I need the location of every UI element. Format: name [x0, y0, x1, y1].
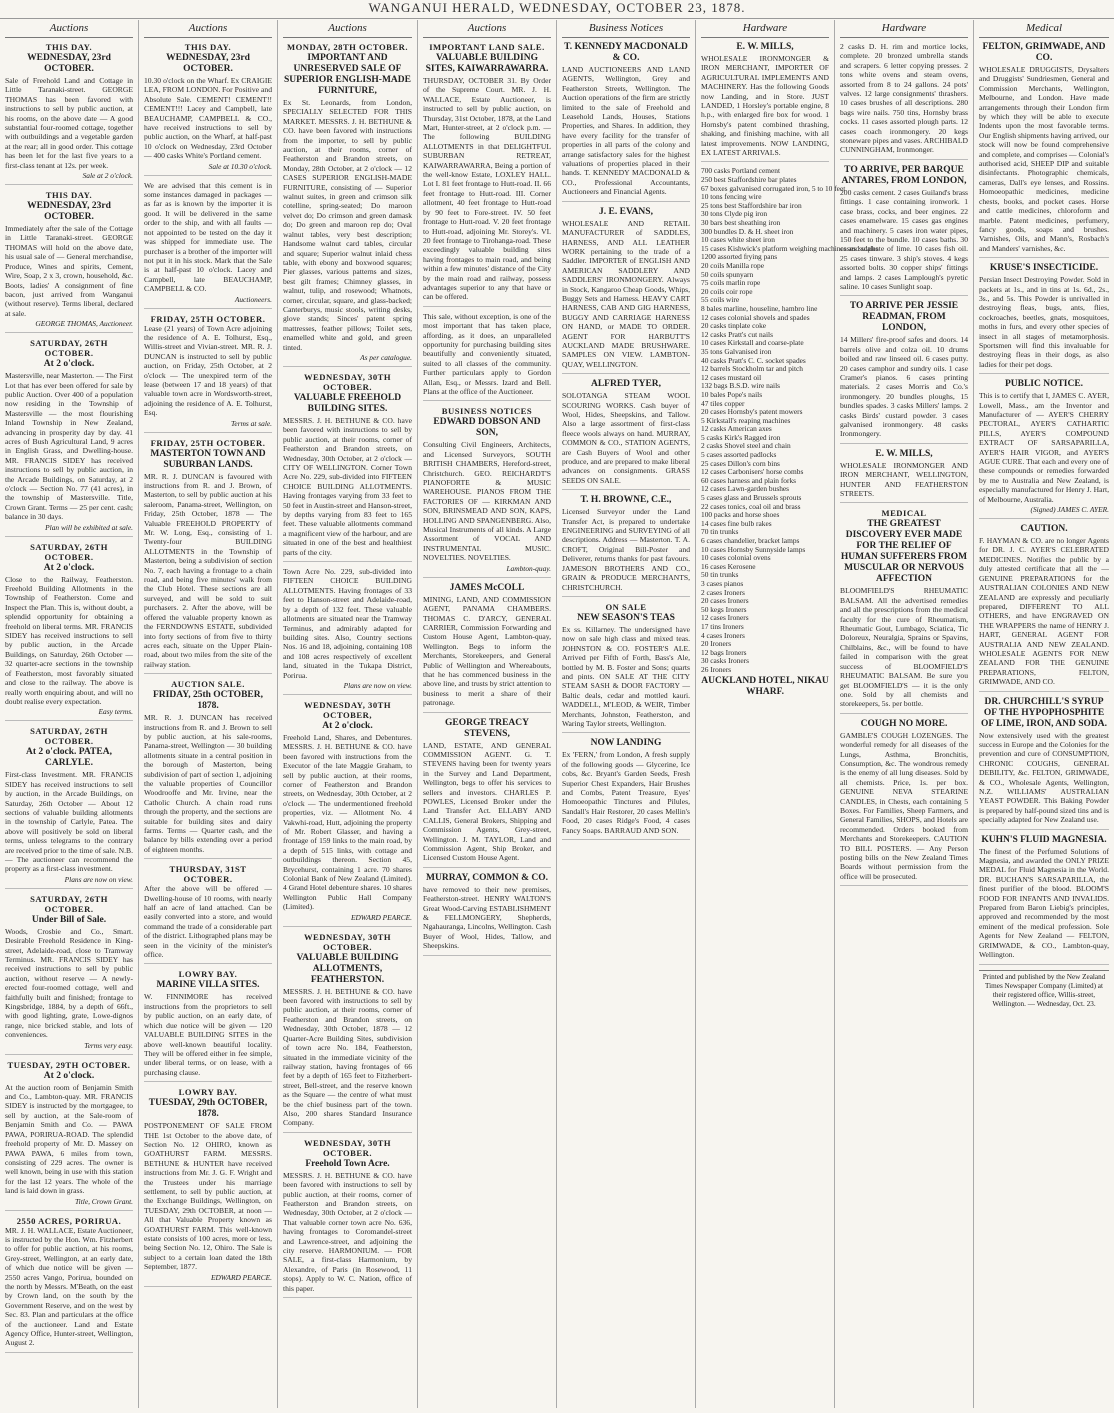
- list-item: 700 casks Portland cement: [701, 166, 781, 176]
- list-item: 30 tons Clyde pig iron: [701, 209, 768, 219]
- advertisement: [144, 679, 272, 859]
- list-item: 20 cases Ironers: [701, 596, 749, 606]
- list-item: 17 tins Ironers: [701, 621, 744, 631]
- list-item: 30 casks Ironers: [701, 656, 750, 666]
- ad-signature: Plans are now on view.: [343, 680, 412, 690]
- advertisement: [840, 42, 968, 160]
- ad-signature: EDWARD PEARCE.: [350, 912, 412, 922]
- ad-title: GEORGE TREACY STEVENS,: [444, 717, 530, 739]
- ad-signature: Auctioneers.: [234, 294, 272, 304]
- ad-title: THE GREATEST DISCOVERY EVER MADE FOR THE RELIEF OF HUMAN SUFFERERS FROM MUSCULAR OR NERVOUS AFFECTION: [840, 519, 968, 585]
- ad-body: THURSDAY, OCTOBER 31. By Order of the Supreme Court. MR. J. H. WALLACE, Estate Auctioneer, is instructed to sell by public auction, on Thursday, 31st October, 1878, at the Land Mart, Hunter-street, at 2 o'clock p.m. — The following BUILDING ALLOTMENTS in that DELIGHTFUL SUBURBAN RETREAT, KAIWARRAWARRA, Being a portion of the well-know Estate, LOXLEY HALL. Lot I. 81 feet frontage to Hutt-road. II. 66 feet frontage to Hutt-road. III. Corner allotment, 40 feet frontage to Hutt-road by 90 feet to Fore-street. IV. 50 feet frontage to Hutt-road. V. 20 feet frontage to Hutt-road, adjoining Mr. Storey's. VI. 20 feet frontage to Tirohanga-road. These exceedingly valuable building sites having frontages to main road, and being within a few minutes' distance of the City by the main road and railway, possess advantages superior to any that have or can be offered.: [423, 76, 551, 302]
- ad-heading: 2550 ACRES, PORIRUA.: [16, 1215, 122, 1226]
- ad-heading: LOWRY BAY.: [178, 969, 238, 980]
- column-heading: Hardware: [701, 20, 829, 38]
- advertisement: [283, 567, 412, 695]
- ad-signature: Title, Crown Grant.: [74, 1196, 133, 1206]
- column-8: [974, 20, 1114, 1408]
- list-item: 50 kegs Ironers: [701, 604, 747, 614]
- ad-body: Mastersville, near Masterton. — The First Lot that has ever been offered for sale by public Auction. Over 400 of a population now residing in the Township of Mastersville — the most flourishing Inland Township in New Zealand, advancing in prosperity day by day. 41 acres of Bush Agricultural Land, 9 acres in English Grass, and Dwelling-house. MR. FRANCIS SIDEY has received instructions to sell by public auction, in the Arcade Buildings, on Saturday, at 2 o'clock — Section No. 77 (41 acres), in the township of Mastersville. Title, Crown Grant. Terms — 25 per cent. cash; balance in 30 days.: [5, 371, 133, 522]
- advertisement: [144, 864, 272, 964]
- column-1: [0, 20, 139, 1408]
- masthead: WANGANUI HERALD, WEDNESDAY, OCTOBER 23, 1878.: [0, 0, 1114, 19]
- ad-body: Now extensively used with the greatest success in Europe and the Colonies for the prevention and cure of CONSUMPTION, CHRONIC COUGHS, GENERAL DEBILITY, &c. FELTON, GRIMWADE, & CO., Wholesale Agents, Wellington, N.Z. WILLIAMS' AUSTRALIAN YEAST POWDER. This Baking Powder is prepared by half-pound sized tins and is specially adapted for New Zealand use.: [979, 730, 1109, 825]
- ad-title: VALUABLE BUILDING ALLOTMENTS, FEATHERSTON.: [296, 952, 399, 985]
- advertisement: [840, 165, 968, 296]
- ad-body: WHOLESALE IRONMONGER & IRON MERCHANT, IMPORTER OF AGRICULTURAL IMPLEMENTS AND MACHINERY. Has the following Goods now Landing, and in Store. JUST LANDED, 1 Horsley's portable engine, 8 h.p., with enlarged fire box for wood. 1 Hornsby's patent combined thrashing, shaking, and finishing machine, with all latest improvements. NOW LANDING, EX LATEST ARRIVALS.: [701, 54, 829, 158]
- ad-heading: TUESDAY, 29TH OCTOBER.: [7, 1059, 131, 1070]
- list-item: 50 coils spunyarn: [701, 269, 754, 279]
- ad-body: We are advised that this cement is in some instances damaged in packages — as far as is known by the importer it is good. It will be delivered in the same order to the ship, and with all faults — not appointed to be tested on the day it was shipped for immediate use. The purchaser is a brother of the importer will not put it in his stock. Mark that the Sale is at half-past 10 o'clock. Lacey and Campbell, late BEAUCHAMP, CAMPBELL & CO.: [144, 180, 272, 294]
- ad-body: Ex ss. Killarney. The undersigned have now on sale high class and mixed teas. JOHNSTON & CO. FOSTER'S ALE. Arrived per Fifth of Forth, Bass's Ale, bottled by M. B. Foster and Sons; quarts and pints. ON SALE AT THE CITY STEAM SASH & DOOR FACTORY — Baltic deals, cedar and mottled kauri. WADDELL, M'LEOD, & WEIR, Timber Merchants, Johnston, Featherston, and Waring Taylor streets, Wellington.: [562, 624, 690, 728]
- list-item: 10 cases white sheet iron: [701, 235, 775, 245]
- ad-heading: IMPORTANT LAND SALE.: [429, 42, 545, 52]
- ad-body: Close to the Railway, Featherston. Freehold Building Allotments in the Township of Featherston. Come and Inspect the Plan. This is, without doubt, a splendid opportunity for obtaining a freehold on liberal terms. MR. FRANCIS SIDEY has received instructions to sell by public auction, in the Arcade Buildings, on Saturday, 26th October — 32 quarter-acre sections in the township of Featherston, most favorably situated and close to the railway. The above is really worth enquiring about, and will no doubt realise every expectation.: [5, 574, 133, 706]
- advertisement: [423, 718, 551, 868]
- ad-title: Under Bill of Sale.: [31, 914, 107, 925]
- ad-body: have removed to their new premises, Featherston-street. HENRY WALTON'S Great Wood-Carving ESTABLISHMENT & FELLMONGERY, Shepherds, Ngahauranga, Lincolns, Wellington. Cash Buyer of Wool, Hides, Tallow, and Sheepskins.: [423, 884, 551, 951]
- advertisement: [5, 542, 133, 722]
- ad-body: WHOLESALE DRUGGISTS, Drysalters and Druggists' Sundriesmen, General and Commission Merchants, Wellington, Melbourne, and London. Have made arrangements through their London firm by which they will be able to execute Indents upon the most favorable terms. Our English shipments having arrived, our stock will now be found comprehensive and complete, and comprises — Colonial's authorised acid, SHEEP DIP and suitable disinfectants. Photographic chemicals, cameras, Dall's eye lenses, and Rossins. Homoeopathic medicines, medicine chests, books, and pocket cases. Horse and cattle medicines, chloroform and marble. Patent medicines, perfumery, fancy goods, soaps and brushes. Varnishes, Oils, and Mann's, Rosbach's and Manders' varnishes, &c.: [979, 65, 1110, 253]
- ad-title: T. H. BROWNE, C.E.,: [580, 495, 672, 506]
- ad-heading: WEDNESDAY, 30TH OCTOBER.: [303, 1137, 392, 1158]
- ad-body: Town Acre No. 229, sub-divided into FIFTEEN CHOICE BUILDING ALLOTMENTS. Having frontages of 33 feet to Hanson-street and Adelaide-road, by a depth of 132 feet. These valuable allotments are situated near the Tramway Terminus, and admirably adapted for building sites. Also, Country sections Nos. 16 and 18, adjoining, containing 108 and 108 acres respectively of excellent land, situated in the Tukapa District, Porirua.: [283, 567, 412, 680]
- ad-body: Consulting Civil Engineers, Architects, and Licensed Surveyors, SOUTH BRITISH CHAMBERS, Hereford-street, Christchurch. GEO. REICHARDT'S PIANOFORTE & MUSIC WAREHOUSE. PIANOS FROM THE FACTORIES OF — KIRKMAN AND SON, BRINSMEAD AND SON, KAPS, HOLLING AND SPANGENBERG. Also, Musical Instruments of all kinds. A Large Assortment of VOCAL AND INSTRUMENTAL MUSIC. NOVELTIES. NOVELTIES.: [423, 440, 551, 563]
- advertisement: [840, 301, 968, 443]
- ad-body: BLOOMFIELD'S RHEUMATIC BALSAM. All the advertised remedies and all the prescriptions from the medical faculty for the cure of Rheumatism, Rheumatic Gout, Lumbago, Sciatica, Tic Doloreux, Neuralgia, Sprains or Spavins, Chilblains, &c., will be found to have failed in comparison with the great success of BLOOMFIELD'S RHEUMATIC BALSAM. Be sure you get BLOOMFIELD'S — it is the only one. Sold by all chemists and storekeepers, 5s. per bottle.: [840, 586, 968, 709]
- column-heading: Auctions: [423, 20, 551, 38]
- list-item: 22 cases tonics, coal oil and brass: [701, 501, 801, 511]
- advertisement: [5, 1060, 133, 1211]
- column-heading: Medical: [979, 20, 1109, 38]
- column-4: [418, 20, 557, 1408]
- ad-heading: SATURDAY, 26TH OCTOBER.: [30, 726, 108, 747]
- ad-signature: Terms very easy.: [84, 1040, 133, 1050]
- ad-body: MESSRS. J. H. BETHUNE & CO. have been favored with instructions to sell by public auction, at their rooms, corner of Featherston and Brandon streets, on Wednesday, 30th October, at 2 o'clock — That valuable corner town acre No. 636, having frontages to Coromandel-street and Lawrence-street, and adjoining the city reserve. HARMONIUM. — FOR SALE, a first-class Harmonium, by Alexandre, of Paris (in Rosewood, 11 stops). Apply to W. C. Nation, office of this paper.: [283, 1170, 412, 1293]
- ad-body: Lease (21 years) of Town Acre adjoining the residence of A. E. Tolhurst, Esq., Willis-street and Vivian-street. MR. R. J. DUNCAN is instructed to sell by public auction, on Friday, 25th October, at 2 o'clock — The unexpired term of the lease (between 17 and 18 years) of that valuable town acre in Wordsworth-street, adjoining the residence of A. E. Tolhurst, Esq.: [144, 323, 272, 418]
- ad-heading: THIS DAY.: [184, 42, 232, 52]
- ad-heading: AUCTION SALE.: [171, 679, 245, 690]
- list-item: 20 coils coir rope: [701, 286, 753, 296]
- ad-title: EDWARD DOBSON AND SON,: [433, 417, 541, 439]
- list-item: 5 cases assorted padlocks: [701, 450, 777, 460]
- list-item: 10 cases Hornsby Sunnyside lamps: [701, 544, 806, 554]
- list-item: 47 tiles copper: [701, 398, 745, 408]
- list-item: 25 tons best Staffordshire bar iron: [701, 200, 802, 210]
- column-2: [139, 20, 278, 1408]
- advertisement: [423, 873, 551, 956]
- ad-title: WEDNESDAY, 23rd OCTOBER.: [166, 53, 250, 74]
- column-5: [557, 20, 696, 1408]
- ad-body: W. FINNIMORE has received instructions from the proprietors to sell by public auction, on an early date, of which due notice will be given — 120 VALUABLE BUILDING SITES in the above well-known beautiful locality. They will be offered either in fee simple, under liberal terms, or on lease, with a purchasing clause.: [144, 992, 272, 1077]
- ad-title: KRUSE'S INSECTICIDE.: [989, 263, 1099, 274]
- list-item: 75 coils marlin rope: [701, 278, 761, 288]
- ad-heading: MONDAY, 28TH OCTOBER.: [287, 42, 408, 52]
- ad-title: MURRAY, COMMON & CO.: [426, 872, 548, 883]
- list-item: 20 Ironers: [701, 639, 732, 649]
- ad-heading: THIS DAY.: [45, 190, 93, 201]
- ad-body: LAND, ESTATE, AND GENERAL COMMISSION AGENT. G. T. STEVENS having been for twenty years in the Survey and Land Department, Wellington, begs to offer his services to sellers and investors. CHARLES P. POWLES, Licensed Broker under the Land Transfer Act. ELLABY AND CALLIS, General Brokers, Shipping and Commission Agents, Grey-street, Wellington. J. M. TAYLOR, Land and Commission Agent, Ship Broker, and Licensed Custom House Agent.: [423, 740, 551, 863]
- ad-title: JAMES McCOLL: [449, 582, 525, 593]
- ad-body: GAMBLE'S COUGH LOZENGES. The wonderful remedy for all diseases of the Lungs, Asthma, Bronchitis, Consumption, &c. The wondrous remedy is the enemy of all lung diseases. Sold by all chemists. Price, 1s. per box. GENUINE NEVA STEARINE CANDLES, in Chests, each containing 5 Boxes. For Families, Sheep Farmers, and General Families, SHOPS, and Hotels are recommended. Orders booked from Merchants and Storekeepers. CAUTION TO BILL POSTERS. — Any Person posting bills on the New Zealand Times Boards without permission from the office will be prosecuted.: [840, 730, 968, 881]
- advertisement: [979, 379, 1109, 519]
- list-item: 10 cases Kirkstall and coarse-plate: [701, 338, 804, 348]
- advertisement: [979, 42, 1109, 258]
- ad-title: VALUABLE BUILDING SITES, KAIWARRAWARRA.: [425, 53, 549, 74]
- list-item: 10 bales Pope's nails: [701, 389, 763, 399]
- list-item: 15 cases Kishwick's platform weighing machines and scales: [701, 243, 879, 253]
- ad-heading: THIS DAY.: [45, 42, 93, 52]
- ad-title: At 2 o'clock. PATEA, CARLYLE.: [26, 747, 112, 769]
- ad-title: DR. CHURCHILL'S SYRUP OF THE HYPOPHOSPHITE OF LIME, IRON, AND SODA.: [980, 696, 1108, 729]
- list-item: 40 casks Pratt's C. C. socket spades: [701, 355, 806, 365]
- ad-signature: EDWARD PEARCE.: [210, 1272, 272, 1282]
- advertisement: [144, 314, 272, 433]
- advertisement: [423, 312, 551, 402]
- ad-body: F. HAYMAN & CO. are no longer Agents for DR. J. C. AYER'S CELEBRATED MEDICINES. Notifies the public by a duly attested certificate that all the — GENUINE PREPARATIONS for the AUSTRALIAN COLONIES AND NEW ZEALAND are expressly and peculiarly prepared, DIFFERENT TO ALL OTHERS, and have ENGRAVED ON THE WRAPPERS the name of HENRY J. HART, GENERAL AGENT FOR AUSTRALIA AND NEW ZEALAND. WHOLESALE AGENTS FOR NEW ZEALAND FOR THE GENUINE PREPARATIONS, FELTON, GRIMWADE, AND CO.: [979, 536, 1109, 687]
- ad-body: First-class Investment. MR. FRANCIS SIDEY has received instructions to sell by auction, in the Arcade Buildings, on Saturday, 26th October — About 12 sections of valuable building allotments in the township of Carlyle, Patea. The above will positively be sold on liberal terms, unless telegrams to the contrary are received prior to the time of sale. N.B. — The auctioneer can recommend the property as a first-class investment.: [5, 770, 133, 874]
- list-item: 2 casks Shovel steel and chain: [701, 441, 791, 451]
- ad-signature: Plans are now on view.: [64, 874, 133, 884]
- list-item: 10 cases colonial ovens: [701, 553, 771, 563]
- list-item: 16 cases Kerosene: [701, 561, 756, 571]
- list-item: 12 cases colonial shovels and spades: [701, 312, 810, 322]
- ad-heading: FRIDAY, 25TH OCTOBER.: [150, 313, 266, 324]
- advertisement: [562, 738, 690, 840]
- ad-body: MESSRS. J. H. BETHUNE & CO. have been favored with instructions to sell by public auction, at their rooms, corner of Featherston and Brandon streets, on Wednesday, 30th October, at 2 o'clock — CITY OF WELLINGTON. Corner Town Acre No. 229, sub-divided into FIFTEEN CHOICE BUILDING ALLOTMENTS. Having frontages varying from 33 feet to 50 feet in Austin-street and Hanson-street, by depths varying from 83 feet to 165 feet. These valuable allotments command a magnificent view of the harbour, and are situated in one of the best and healthiest parts of the city.: [283, 415, 412, 557]
- ad-heading: WEDNESDAY, 30TH OCTOBER,: [303, 699, 392, 720]
- advertisement: [840, 719, 968, 887]
- list-item: 132 bags B.S.D. wire nails: [701, 381, 781, 391]
- list-item: 60 cases harness and plain forks: [701, 475, 797, 485]
- advertisement: [5, 1216, 133, 1353]
- advertisement: [283, 1138, 412, 1298]
- ad-title: At 2 o'clock.: [322, 720, 373, 731]
- ad-signature: As per catalogue.: [360, 352, 412, 362]
- printer-imprint: Printed and published by the New Zealand Times Newspaper Company (Limited) at their registered office, Willis-street, Wellington. — Wednesday, Oct. 23.: [979, 970, 1109, 1009]
- ad-heading: WEDNESDAY, 30TH OCTOBER.: [303, 931, 392, 952]
- ad-heading: MEDICAL: [881, 508, 927, 519]
- list-item: 14 cases fine bulb rakes: [701, 518, 772, 528]
- ad-body: This is to certify that I, JAMES C. AYER, Lowell, Mass., am the Inventor and Manufacturer of — AYER'S CHERRY PECTORAL, AYER'S CATHARTIC PILLS, AYER'S COMPOUND EXTRACT OF SARSAPARILLA, AYER'S HAIR VIGOR, and AYER'S AGUE CURE. That each and every one of these compounds or remedies forwarded by me to Australia and New Zealand, is especially manufactured for Henry J. Hart, of Melbourne, Australia.: [979, 391, 1109, 504]
- ad-body: SOLOTANGA STEAM WOOL SCOURING WORKS. Cash buyer of Wool, Hides, Sheepskins, and Tallow. Also a large assortment of first-class fleece wools always on hand. MURRAY, COMMON & CO., STATION AGENTS, are Cash Buyers of Wool and other produce, and are prepared to make liberal advances on consignments. GRASS SEEDS ON SALE.: [562, 391, 690, 485]
- ad-title: IMPORTANT AND UNRESERVED SALE OF SUPERIOR ENGLISH-MADE FURNITURE,: [284, 53, 411, 96]
- ad-body: MINING, LAND, AND COMMISSION AGENT, PANAMA CHAMBERS. THOMAS C. D'ARCY, GENERAL CARRIER, Commission Forwarding and Custom House Agent, Lambton-quay, Wellington. Begs to inform the Merchants, Storekeepers, and General Public of Wellington and Whereabouts, that he has commenced business in the above line, and trusts by strict attention to business to merit a share of their patronage.: [423, 594, 551, 708]
- advertisement: [423, 583, 551, 713]
- advertisement: [283, 372, 412, 562]
- list-item: 5 cases glass and Brussels sprouts: [701, 493, 802, 503]
- list-item: 20 cases Hornsby's patent mowers: [701, 407, 803, 417]
- column-heading: Auctions: [5, 20, 133, 38]
- ad-body: Sale of Freehold Land and Cottage in Little Taranaki-street. GEORGE THOMAS has been favored with instructions to sell by public auction, at his rooms, on the above date — A good substantial four-roomed cottage, together with outbuildings and a vegetable garden at the rear; all in good order. This cottage has been let for the last five years to a first-class tenant at 12s. per week.: [5, 76, 133, 170]
- ad-body: 14 Millers' fire-proof safes and doors. 14 barrels olive and colza oil. 10 drums boiled and raw linseed oil. 6 cases putty. 20 cases camphor and sundry oils. 1 case Cramer's pianos. 6 cases printing materials. 2 cases Morris and Co.'s ironmongery. 20 bundles ploughs, 15 bundles spades. 3 casks Millers' lamps. 2 casks Birds' custard powder. 3 cases galvanised ironmongery. 48 casks Ironmongery.: [840, 335, 968, 439]
- ad-title: WEDNESDAY, 23rd OCTOBER.: [27, 53, 111, 74]
- ad-title: WEDNESDAY, 23rd OCTOBER.: [27, 201, 111, 223]
- ad-title: FELTON, GRIMWADE, AND CO.: [982, 42, 1106, 63]
- column-heading: Auctions: [144, 20, 272, 38]
- ad-title: NOW LANDING: [590, 738, 662, 749]
- column-6: [696, 20, 879, 1408]
- column-3: [278, 20, 418, 1408]
- list-item: 12 barrels Stockholm tar and pitch: [701, 364, 804, 374]
- advertisement: [144, 42, 272, 176]
- list-item: 35 tons Galvanised iron: [701, 346, 772, 356]
- advertisement: [144, 1087, 272, 1287]
- ad-heading: BUSINESS NOTICES: [441, 406, 533, 417]
- list-item: 250 best Staffordshire bar plates: [701, 175, 797, 185]
- advertisement: [5, 190, 133, 333]
- advertisement: [840, 449, 968, 504]
- advertisement: [562, 207, 690, 375]
- ad-body: Immediately after the sale of the Cottage in Little Taranaki-street. GEORGE THOMAS will hold on the above date, his usual sale of — General merchandise, Produce, Wines and spirits, Cement, Wire, Soap, 2 x 3, crown, household, &c. Boots, ladies' A consignment of fine bacon, just arrived from Wanganui (without reserve). Terms liberal, declared at sale.: [5, 224, 133, 318]
- ad-body: 10.30 o'clock on the Wharf. Ex CRAIGIE LEA, FROM LONDON. For Positive and Absolute Sale. CEMENT! CEMENT!! CEMENT!!! Lacey and Campbell, late BEAUCHAMP, CAMPBELL & CO., have received instructions to sell by public auction, on the Wharf, at half-past 10 o'clock on Wednesday, 23rd October — 400 casks White's Portland cement.: [144, 76, 272, 161]
- ad-body: POSTPONEMENT OF SALE FROM THE 1st October to the above date, of Section No. 12 OHIRO, known as GOATHURST FARM. MESSRS. BETHUNE & HUNTER have received instructions from Mr. J. G. F. Wright and the Trustees under his marriage settlement, to sell by public auction, at the Exchange Buildings, Wellington, on TUESDAY, 29th OCTOBER, at noon — All that Valuable Property known as GOATHURST FARM. This well-known estate consists of 100 acres, more or less, being Section No. 12, Ohiro. The Sale is subject to a certain loan dated the 18th September, 1877.: [144, 1121, 272, 1272]
- ad-heading: SATURDAY, 26TH OCTOBER.: [30, 541, 108, 562]
- ad-signature: GEORGE THOMAS, Auctioneer.: [35, 319, 133, 329]
- list-item: 12 cases Carbonisers' horse combs: [701, 467, 804, 477]
- ad-body: Licensed Surveyor under the Land Transfer Act, is prepared to undertake ENGINEERING and SURVEYING of all descriptions. Address — Masterton. T. A. CROFT, Original Bill-Poster and Deliverer, returns thanks for past favours. JAMESON BROTHERS AND CO., GRAIN & PRODUCE MERCHANTS, CHRISTCHURCH.: [562, 507, 690, 592]
- ad-title: Freehold Town Acre.: [305, 1158, 390, 1169]
- ad-title: MARINE VILLA SITES.: [156, 980, 260, 991]
- list-item: 12 cases mustard oil: [701, 372, 762, 382]
- advertisement: [283, 700, 412, 927]
- ad-title: E. W. MILLS,: [736, 42, 794, 52]
- ad-body: After the above will be offered — Dwelling-house of 10 rooms, with nearly half an acre of land attached. Can be easily converted into a store, and would command the trade of a considerable part of the district. Lithographed plans may be seen in the vicinity of the minister's office.: [144, 884, 272, 960]
- ad-body: 2 casks D. H. rim and mortice locks, complete. 20 bronzed umbrella stands and scrapers. 6 letter copying presses. 2 tons white ovens and steam ovens, assorted from 8 to 24 gallons. 24 pots' valves. 12 large consignments' thrashers. 10 cases brushes of all descriptions. 280 bags wire nails. 750 tins, Hornsby brass cocks. 11 cases assorted plough parts. 12 cases coach ironmongery. 20 kegs stoneware pipes and vases. ARCHIBALD CUNNINGHAM, Ironmonger.: [840, 42, 968, 155]
- list-item: 6 cases chandelier, bracket lamps: [701, 536, 800, 545]
- ad-title: J. E. EVANS,: [599, 206, 653, 217]
- ad-body: Freehold Land, Shares, and Debentures. MESSRS. J. H. BETHUNE & CO. have been favored with instructions from the Executor of the late Maggie Graham, to sell by public auction, at their rooms, corner of Featherston and Brandon streets, on Wednesday, 30th October, at 2 o'clock — The undermentioned freehold properties, viz. — Allotment No. 4 Vakwhi-road, Hutt, adjoining the property of Mr. Robert Glasser, and having a frontage of 159 links to the main road, by a depth of 515 links, with cottage and outbuildings thereon. Section 45, Brycehurst, containing 1 acre. 70 shares Colonial Bank of New Zealand (Limited). 4 Grand Hotel debenture shares. 10 shares Wellington Public Hall Company (Limited).: [283, 732, 412, 912]
- ad-title: COUGH NO MORE.: [860, 718, 948, 729]
- advertisement: [5, 338, 133, 537]
- list-item: 12 casks American axes: [701, 424, 772, 434]
- list-item: 50 tin trunks: [701, 570, 739, 580]
- advertisement: [562, 42, 690, 202]
- advertisement: [979, 263, 1109, 374]
- advertisement: [562, 602, 690, 733]
- list-item: 30 bars best sheathing iron: [701, 218, 781, 228]
- list-item: 300 bundles D. & H. sheet iron: [701, 226, 794, 236]
- advertisement: [144, 181, 272, 309]
- ad-title: TO ARRIVE, PER BARQUE ANTARES, FROM LONDON,: [841, 164, 967, 186]
- ad-title: CAUTION.: [1020, 524, 1068, 535]
- list-item: 12 cases Lawn-garden bushes: [701, 484, 790, 494]
- ad-title: ALFRED TYER,: [590, 379, 662, 390]
- ad-title: At 2 o'clock.: [43, 359, 95, 370]
- column-heading: Hardware: [840, 20, 968, 38]
- ad-body: The finest of the Perfumed Solutions of Magnesia, and awarded the ONLY PRIZE MEDAL for Fluid Magnesia in the World. DR. BUCHAN'S SARSAPARILLA, the finest purifier of the blood. BLOOM'S FOOD FOR INFANTS AND INVALIDS. Prepared from Baron Liebig's principles, approved and recommended by the most eminent of the medical profession. Sole Agents for New Zealand — FELTON, GRIMWADE, & CO., Lambton-quay, Wellington.: [979, 846, 1109, 960]
- goods-list: [701, 166, 879, 674]
- advertisement: [144, 969, 272, 1082]
- ad-signature: (Signed) JAMES C. AYER.: [1030, 505, 1109, 515]
- list-item: 10 tons fencing wire: [701, 192, 762, 202]
- ad-title: At 2 o'clock.: [43, 562, 95, 573]
- list-item: 55 coils wire: [701, 295, 740, 305]
- list-item: 4 cases Ironers: [701, 630, 745, 640]
- advertisement: [423, 42, 551, 307]
- ad-body: Persian Insect Destroying Powder. Sold in packets at 1s., and in tins at 1s. 6d., 2s., 3s., and 5s. This Powder is unrivalled in destroying fleas, bugs, ants, flies, cockroaches, beetles, gnats, mosquitoes, moths in furs, and every other species of insect in all stages of metamorphosis. Sportsmen will find this invaluable for destroying fleas in their dogs, as also ladies for their pet dogs.: [979, 275, 1109, 369]
- list-item: 5 Kirkstall's reaping machines: [701, 415, 791, 425]
- advertisement: [979, 697, 1109, 830]
- list-item: 20 coils Manilla rope: [701, 261, 765, 270]
- ad-heading: ON SALE: [605, 601, 647, 612]
- advertisement: [5, 894, 133, 1055]
- advertisement: [701, 42, 829, 162]
- ad-body: Woods, Crosbie and Co., Smart. Desirable Freehold Residence in King-street, Adelaide-road, close to Tramway Terminus. MR. FRANCIS SIDEY has received instructions to sell by public auction, without reserve — A newly-erected four-roomed cottage, well and faithfully built and finished; frontage to Kingsbridge, 1884, by a depth of 66ft., with good lighting, grate, Lowe-dignos range, nice bricked stable, and lots of conveniences.: [5, 926, 133, 1040]
- ad-signature: Plan will be exhibited at sale.: [45, 522, 133, 532]
- advertisement: [562, 379, 690, 490]
- ad-body: Ex 'FERN,' from London, A fresh supply of the following goods — Glycerine, Ice cobs, &c. Bryant's Garden Seeds, Fresh Superior Chest Expanders, Hair Brushes and Combs, Patent Treasure, Eyes' Homoeopathic Tinctures and Pilules, Sandall's Hair Restorer, 20 cases Mellin's Food, 20 cases Ridge's Food, 4 cases Fancy Soaps. BARRAUD AND SON.: [562, 750, 690, 835]
- advertisement: [283, 932, 412, 1133]
- advertisement: [5, 42, 133, 185]
- advertisement: [423, 406, 551, 577]
- ad-signature: Terms at sale.: [231, 418, 272, 428]
- ad-body: MESSRS. J. H. BETHUNE & CO. have been favored with instructions to sell by public auction, at their rooms, corner of Featherston and Brandon streets, on Wednesday, 30th October, 1878 — 12 Quarter-Acre Building Sites, subdivision of town acre No. 184, Featherston, situated in the immediate vicinity of the railway station, having frontages of 66 feet by a depth of 165 feet to Fitzherbert-street, Bell-street, and the reserve known as the Square — the centre of what must be the chief business part of the town. Also, 200 shares Standard Insurance Company.: [283, 986, 412, 1128]
- list-item: 2 cases Ironers: [701, 587, 745, 597]
- ad-body: LAND AUCTIONEERS AND LAND AGENTS, Wellington, Grey and Featherston Streets, Wellington. The Auction operations of the firm are strictly limited to the sale of Freehold and Leasehold Lands, Houses, Stations Properties, and Shares. In addition, they have every facility for the transfer of properties in all parts of the colony and arrange satisfactory sales for the highest valuations of properties placed in their hands. T. KENNEDY MACDONALD & CO., Professional Accountants, Auctioneers and Financial Agents.: [562, 65, 690, 197]
- ad-title: FRIDAY, 25th OCTOBER, 1878.: [153, 690, 263, 712]
- ad-heading: SATURDAY, 26TH OCTOBER.: [30, 893, 108, 914]
- advertisement: [562, 495, 690, 597]
- ad-title: TO ARRIVE PER JESSIE READMAN, FROM LONDON,: [849, 301, 959, 334]
- ad-body: MR. J. H. WALLACE, Estate Auctioneer, is instructed by the Hon. Wm. Fitzherbert to offer for public auction, at his rooms, Grey-street, Wellington, at an early date, of which due notice will be given — 2550 acres Vango, Porirua, bounded on the north by Messrs. M'Beath, on the east by Crown land, on the south by the Government Reserve, and on the west by Sec. 83. Plan and particulars at the office of the auctioneer. Land and Estate Agency Office, Hunter-street, Wellington, August 2.: [5, 1225, 133, 1348]
- ad-body: MR. R. J. DUNCAN has received instructions from R. and J. Brown to sell by public auction, at his sale-rooms, Panama-street, Wellington — 30 building allotments situate in a central position in the borough of Masterton, being subdivision of part of section 1, adjoining the valuable properties of Councillor Woodrooffe and Mr. Irvine, near the Catholic Church. A chain road runs through the property, and the sections are suitable for building sites and dairy farms. Terms — Quarter cash, and the balance by bills extending over a period of eighteen months.: [144, 713, 272, 854]
- ad-body: WHOLESALE AND RETAIL MANUFACTURER of SADDLES, HARNESS, AND ALL LEATHER WORK pertaining to the trade of a Saddler. IMPORTER of ENGLISH AND AMERICAN SADDLERY AND SADDLERS' IRONMONGERY. Always in Stock, Kangaroo Cheap Goods, Whips, Buggy Sets and Harness. HEAVY CART HARNESS, CAB AND GIG HARNESS, BUGGY AND CARRIAGE HARNESS ON HAND, or MADE TO ORDER. AGENT FOR HARBUTT'S AUCKLAND MADE BRUSHWARE. SAMPLES ON VIEW. LAMBTON-QUAY, WELLINGTON.: [562, 218, 690, 369]
- list-item: 5 casks Kirk's Ragged iron: [701, 432, 781, 442]
- list-item: 25 cases Dillon's corn bins: [701, 458, 780, 468]
- ad-heading: FRIDAY, 25TH OCTOBER.: [150, 437, 266, 448]
- ad-body: This sale, without exception, is one of the most important that has taken place, affording, as it does, an unparalleled opportunity for purchasing building sites beautifully and conveniently situated, suited to all classes of the community. Further particulars apply to Gordon Allan, Esq., or Messrs. Izard and Bell. Plans at the office of the Auctioneer.: [423, 311, 551, 396]
- ad-title: NEW SEASON'S TEAS: [577, 612, 675, 623]
- list-item: 1200 assorted frying pans: [701, 252, 778, 262]
- ad-title: KUHN'S FLUID MAGNESIA.: [981, 834, 1107, 845]
- ad-title: MASTERTON TOWN AND SUBURBAN LANDS.: [150, 448, 266, 470]
- list-item: 70 tin trunks: [701, 527, 739, 537]
- ad-heading: SATURDAY, 26TH OCTOBER.: [30, 338, 108, 359]
- list-item: 67 boxes galvanised corrugated iron, 5 to 10 feet: [701, 183, 846, 193]
- ad-body: MR. R. J. DUNCAN is favoured with instructions from R. and J. Brown, of Masterton, to sell by public auction at his saleroom, Panama-street, Wellington, on Friday, 25th October, 1878 — The Valuable FREEHOLD PROPERTY of Mr. W. Long, Esq., consisting of 1. Twenty-four BUILDING ALLOTMENTS in the Township of Masterton, being a subdivision of section No. 7, each having a frontage to a chain road, and being five minutes' walk from the Club Hotel. These sections are all surveyed, and will be sold to suit purchasers. 2. After the above, will be offered the valuable property known as the FERNDOWNS ESTATE, subdivided into forty sections of from five to thirty acres each, situate on the Upper Plain-road, about two miles from the site of the railway station.: [144, 471, 272, 669]
- ad-title: E. W. MILLS,: [875, 448, 933, 459]
- column-heading: Business Notices: [562, 20, 690, 38]
- advertisement: [144, 438, 272, 675]
- list-item: 3 cases pianos: [701, 578, 744, 588]
- advertisement: [283, 42, 412, 367]
- advertisement: [979, 524, 1109, 692]
- list-item: 12 cases Ironers: [701, 613, 749, 623]
- column-7: [835, 20, 974, 1408]
- list-item: 12 bags Ironers: [701, 647, 747, 657]
- advertisement: [840, 508, 968, 713]
- ad-title: TUESDAY, 29th OCTOBER, 1878.: [148, 1098, 268, 1120]
- ad-title: PUBLIC NOTICE.: [1004, 379, 1084, 390]
- ad-body: WHOLESALE IRONMONGER AND IRON MERCHANT, WELLINGTON, HUNTER AND FEATHERSTON STREETS.: [840, 460, 968, 499]
- ad-body: At the auction room of Benjamin Smith and Co., Lambton-quay. MR. FRANCIS SIDEY is instructed by the mortgagee, to sell by auction, at the Sale-room of Benjamin Smith and Co. — PAWA PAWA, PORIRUA-ROAD. The splendid freehold property of Mr. D. Massey on PAWA PAWA, 6 miles from town, consisting of 229 acres. The owner is well known, being in use with this station for the last 12 years. The whole of the land is laid down in grass.: [5, 1082, 133, 1196]
- ad-signature: Sale at 2 o'clock.: [82, 171, 133, 181]
- ad-title: At 2 o'clock.: [43, 1070, 95, 1081]
- column-heading: Auctions: [283, 20, 412, 38]
- list-item: 26 Ironers: [701, 664, 732, 674]
- ad-heading: THURSDAY, 31ST OCTOBER.: [169, 864, 247, 885]
- ad-body: Ex St. Leonards, from London, SPECIALLY SELECTED FOR THIS MARKET. MESSRS. J. H. BETHUNE & CO. have been favored with instructions from the importer, to sell by public auction, at their rooms, corner of Featherston and Brandon streets, on Monday, 28th October, at 2 o'clock — 12 CASES SUPERIOR ENGLISH-MADE FURNITURE, consisting of — Superior walnut suites, in green and crimson silk cotelline, spring-seated; Do maroon velvet do; Do crimson and green damask do; Do green and maroon rep do; Oval walnut tables, very best description; Handsome walnut card tables, circular and square; Superior walnut inlaid chess table, with ebony and boxwood squares; Pier glasses, various patterns and sizes, best gilt frames; Chimney glasses, in walnut, tulip, and rosewood; Whatnots, corner, circular, square, and glass-backed; Canterburys, music stools, writing desks, glove stands; Sinces' patent spring mattresses, feather pillows; Toilet sets, enamelled white and gold, and green tinted.: [283, 98, 412, 352]
- ad-title: T. KENNEDY MACDONALD & CO.: [564, 42, 688, 63]
- advertisement: [979, 835, 1109, 965]
- ad-title: VALUABLE FREEHOLD BUILDING SITES.: [293, 392, 402, 414]
- column-footer: AUCKLAND HOTEL, NIKAU WHARF.: [701, 675, 829, 697]
- ad-body: 200 casks cement. 2 cases Guiland's brass fittings. 1 case containing ironwork. 1 case brass, cocks, and beer engines. 22 cases enamelware. 15 cases gas engines and machinery. 5 cases iron water pipes, 150 feet to the bundle. 10 cases baths. 30 cases sulphate of lime. 10 cases fish oil. 25 cases tinware. 3 ship's stoves. 4 kegs assorted bolts. 30 copper ships' fittings and lamps. 2 cases Lamplough's pyretic saline. 10 cases Sunlight soap.: [840, 187, 968, 291]
- ad-heading: WEDNESDAY, 30TH OCTOBER.: [303, 371, 392, 392]
- advertisement: [5, 726, 133, 888]
- ad-signature: Easy terms.: [98, 707, 133, 717]
- list-item: 12 casks Pratt's cut nails: [701, 329, 773, 339]
- list-item: 20 casks tinplate coke: [701, 321, 767, 331]
- ad-heading: LOWRY BAY.: [178, 1087, 238, 1098]
- ad-signature: Sale at 10.30 o'clock.: [208, 161, 272, 171]
- list-item: 100 packs and horse shoes: [701, 510, 780, 520]
- ad-signature: Lambton-quay.: [506, 563, 551, 573]
- list-item: 8 bales marline, houseline, hambro line: [701, 303, 818, 313]
